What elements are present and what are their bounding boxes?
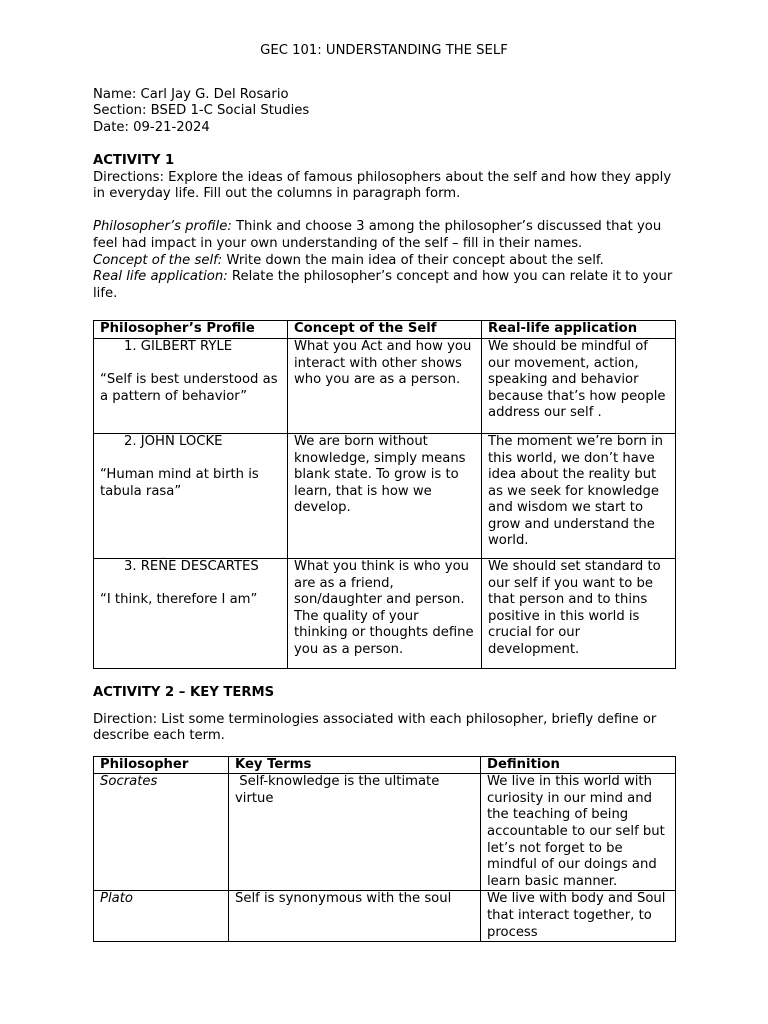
- philosopher-name: 3. REÑE DESCARTES: [124, 558, 259, 574]
- philosopher-profile-cell: [94, 338, 288, 433]
- concept-cell: What you think is who you are as a friend, son/daughter and person. The quality of your thinking or thoughts define you as a person.: [288, 558, 482, 668]
- activity2-direction: Direction: List some terminologies associated with each philosopher, briefly define or describe each term.: [93, 711, 657, 744]
- submission-date: Date: 09-21-2024: [93, 119, 210, 135]
- activity1-heading: ACTIVITY 1: [93, 152, 175, 168]
- philosopher-quote: “Human mind at birth is tabula rasa”: [100, 467, 259, 499]
- philosopher-profile-cell: [94, 558, 288, 668]
- column-header: Key Terms: [229, 756, 481, 774]
- philosopher-cell: Plato: [94, 891, 229, 942]
- application-cell: We should set standard to our self if you want to be that person and to thins positive in this world is crucial for our development.: [482, 558, 676, 668]
- concept-instruction: [93, 253, 675, 270]
- activity1-directions: Directions: Explore the ideas of famous philosophers about the self and how they apply in everyday life. Fill out the columns in paragraph form.: [93, 169, 672, 202]
- document-title: GEC 101: UNDERSTANDING THE SELF: [260, 43, 508, 58]
- reallife-label: Real life application:: [93, 269, 228, 285]
- reallife-text: Relate the philosopher’s concept and how you can relate it to your life.: [93, 269, 673, 301]
- table-row: [94, 891, 676, 942]
- philosopher-cell: Socrates: [94, 774, 229, 891]
- philosopher-quote: “Self is best understood as a pattern of behavior”: [100, 372, 278, 404]
- philosopher-name: 2. JOHN LOCKE: [124, 433, 223, 449]
- philosopher-profile-cell: [94, 433, 288, 558]
- document-page: [93, 43, 675, 942]
- application-cell: The moment we’re born in this world, we don’t have idea about the reality but as we seek for knowledge and wisdom we start to grow and understand the world.: [482, 433, 676, 558]
- table-row: [94, 433, 676, 558]
- concept-cell: What you Act and how you interact with other shows who you are as a person.: [288, 338, 482, 433]
- activity2-heading: ACTIVITY 2 – KEY TERMS: [93, 684, 275, 700]
- application-cell: We should be mindful of our movement, action, speaking and behavior because that’s how people address our self .: [482, 338, 676, 433]
- philosopher-quote: “I think, therefore I am”: [100, 592, 258, 608]
- key-terms-table: [93, 756, 676, 943]
- column-header: Real-life application: [482, 321, 676, 339]
- definition-cell: We live with body and Soul that interact together, to process: [481, 891, 676, 942]
- column-header: Philosopher’s Profile: [94, 321, 288, 339]
- philosopher-name: 1. GILBERT RYLE: [124, 338, 233, 354]
- column-header: Definition: [481, 756, 676, 774]
- profile-text: Think and choose 3 among the philosopher’s discussed that you feel had impact in your own understanding of the self – fill in their names.: [93, 219, 662, 251]
- concept-cell: We are born without knowledge, simply means blank state. To grow is to learn, that is how we develop.: [288, 433, 482, 558]
- column-header: Philosopher: [94, 756, 229, 774]
- column-header: Concept of the Self: [288, 321, 482, 339]
- table-row: [94, 338, 676, 433]
- table-header-row: [94, 756, 676, 774]
- student-name: Name: Carl Jay G. Del Rosario: [93, 86, 289, 102]
- student-section: Section: BSED 1-C Social Studies: [93, 103, 310, 119]
- philosopher-table: [93, 320, 676, 669]
- key-term-cell: Self is synonymous with the soul: [229, 891, 481, 942]
- table-header-row: [94, 321, 676, 339]
- profile-label: Philosopher’s profile:: [93, 219, 232, 235]
- reallife-instruction: [93, 269, 675, 302]
- table-row: [94, 558, 676, 668]
- key-term-cell: Self-knowledge is the ultimate virtue: [229, 774, 481, 891]
- concept-label: Concept of the self:: [93, 252, 223, 268]
- definition-cell: We live in this world with curiosity in our mind and the teaching of being accountable to our self but let’s not forget to be mindful of our doings and learn basic manner.: [481, 774, 676, 891]
- concept-text: Write down the main idea of their concept about the self.: [222, 252, 604, 268]
- table-row: [94, 774, 676, 891]
- profile-instruction: [93, 219, 675, 252]
